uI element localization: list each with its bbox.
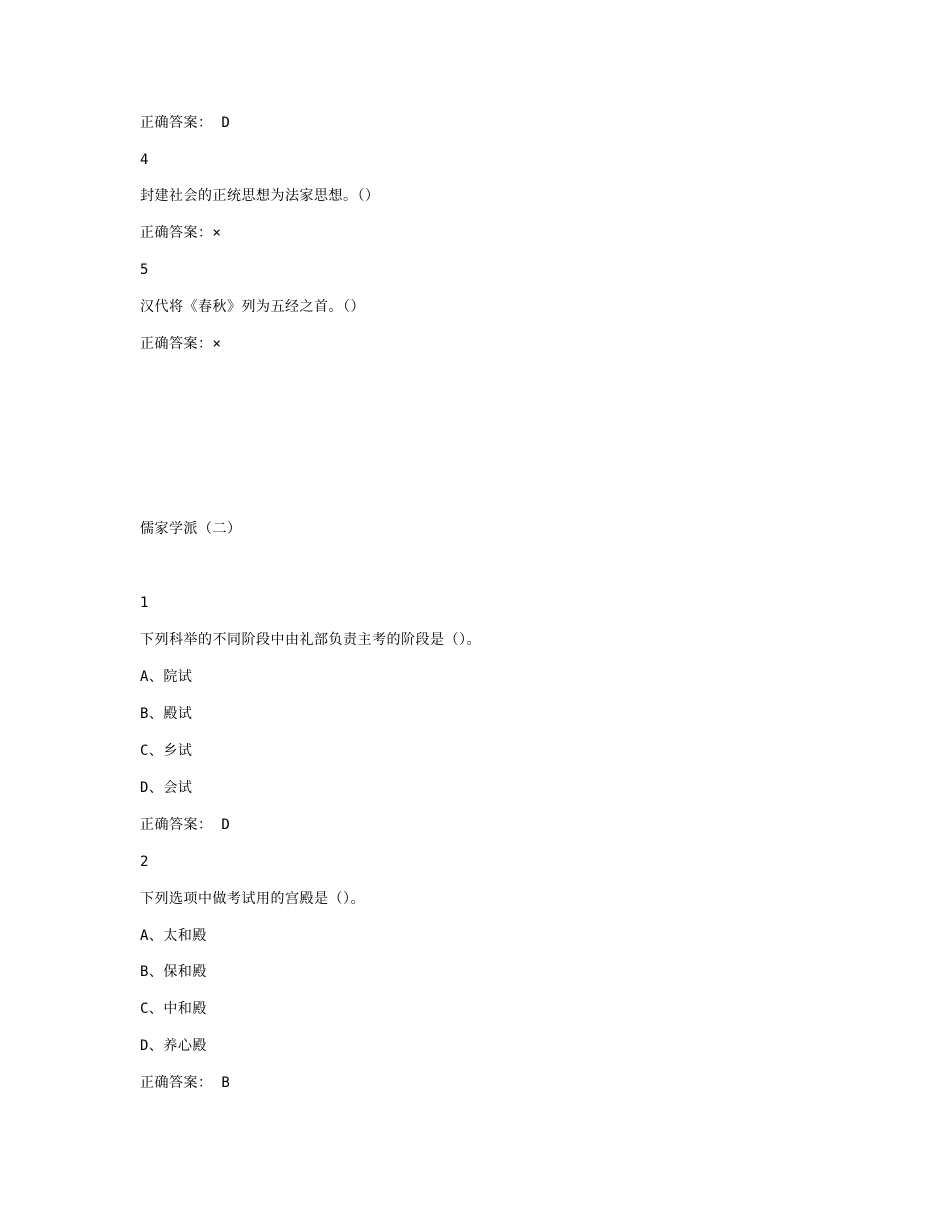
option-c: C、乡试 bbox=[140, 743, 193, 759]
section-title: 儒家学派（二） bbox=[140, 521, 242, 537]
question-number: 1 bbox=[140, 595, 149, 611]
question-text: 下列科举的不同阶段中由礼部负责主考的阶段是（）。 bbox=[140, 632, 481, 648]
answer-line: 正确答案： D bbox=[140, 115, 231, 131]
question-text: 汉代将《春秋》列为五经之首。（） bbox=[140, 299, 365, 315]
question-text: 封建社会的正统思想为法家思想。（） bbox=[140, 188, 380, 204]
question-number: 4 bbox=[140, 152, 149, 168]
option-b: B、保和殿 bbox=[140, 964, 207, 980]
answer-line: 正确答案： B bbox=[140, 1075, 231, 1091]
option-b: B、殿试 bbox=[140, 706, 193, 722]
answer-line: 正确答案：× bbox=[140, 336, 222, 352]
answer-line: 正确答案：× bbox=[140, 225, 222, 241]
option-c: C、中和殿 bbox=[140, 1001, 207, 1017]
option-d: D、养心殿 bbox=[140, 1038, 207, 1054]
question-text: 下列选项中做考试用的宫殿是（）。 bbox=[140, 891, 365, 907]
answer-line: 正确答案： D bbox=[140, 817, 231, 833]
option-d: D、会试 bbox=[140, 780, 193, 796]
question-number: 2 bbox=[140, 854, 149, 870]
option-a: A、太和殿 bbox=[140, 928, 207, 944]
option-a: A、院试 bbox=[140, 669, 193, 685]
question-number: 5 bbox=[140, 262, 149, 278]
